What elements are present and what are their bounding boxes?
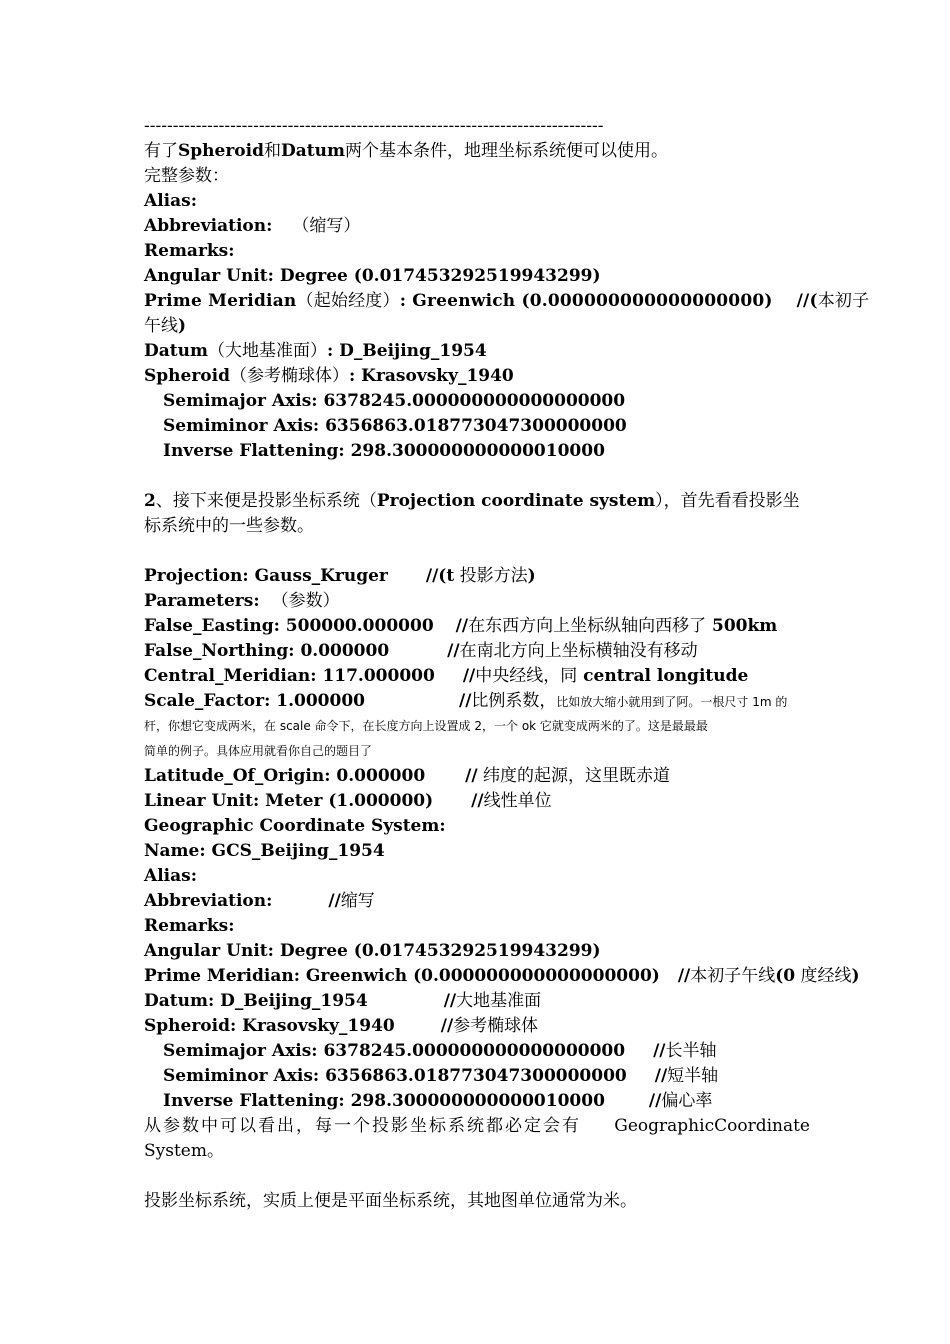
conclusion-term: GeographicCoordinate (614, 1116, 810, 1136)
datum-value: : D_Beijing_1954 (326, 341, 487, 361)
abbreviation-note: （缩写） (292, 216, 361, 236)
gcs-semiminor (144, 414, 810, 439)
comment-marker: // (458, 691, 472, 711)
degree-value: (0 (775, 966, 796, 986)
abbreviation-label: Abbreviation: (144, 216, 273, 236)
gcs-inverse-flattening (144, 439, 810, 464)
alias-label: Alias: (144, 191, 197, 211)
scale-factor-comment: 比例系数， (471, 691, 557, 711)
prime-meridian-comment: 本初子午线 (690, 966, 776, 986)
comment-marker: // (443, 991, 457, 1011)
comment-close: ) (527, 566, 536, 586)
gcs-prime-meridian-cont (144, 314, 810, 339)
false-northing-comment: 在南北方向上坐标横轴没有移动 (459, 641, 698, 661)
abbreviation-label: Abbreviation: (144, 891, 273, 911)
latitude-origin-text: Latitude_Of_Origin: 0.000000 (144, 766, 426, 786)
pcs-linear-unit (144, 789, 810, 814)
gcs-abbreviation (144, 214, 810, 239)
gcs-name-text: Name: GCS_Beijing_1954 (144, 841, 385, 861)
gcs-angular-unit (144, 264, 810, 289)
prime-meridian-comment-cont: 午线 (144, 316, 178, 336)
scale-factor-note: 比如放大缩小就用到了阿。一根尺寸 1m 的 (556, 695, 788, 709)
false-easting-comment: 在东西方向上坐标纵轴向西移了 (468, 616, 707, 636)
spheroid-cn: （参考椭球体） (229, 366, 349, 386)
semimajor-text: Semimajor Axis: 6378245.000000000000000000 (163, 1041, 626, 1061)
pcs-abbreviation (144, 889, 810, 914)
spacer (144, 464, 810, 489)
pcs-inverse-flattening (144, 1089, 810, 1114)
parameters-label: Parameters: (144, 591, 260, 611)
projection-text: Projection: Gauss_Kruger (144, 566, 388, 586)
section2-line2: 标系统中的一些参数。 (144, 516, 314, 536)
spheroid-label: Spheroid (144, 366, 230, 386)
gcs-spheroid (144, 364, 810, 389)
projection-comment: 投影方法 (454, 566, 528, 586)
gcs-prime-meridian (144, 289, 870, 314)
pcs-remarks (144, 914, 810, 939)
comment-marker: // (462, 666, 476, 686)
linear-unit-comment: 线性单位 (483, 791, 552, 811)
pcs-spheroid (144, 1014, 810, 1039)
pcs-gcs-header (144, 814, 810, 839)
pcs-false-northing (144, 639, 810, 664)
comment-close: ) (178, 316, 187, 336)
inverse-flattening-comment: 偏心率 (661, 1091, 713, 1111)
prime-meridian-cn: （起始经度） (296, 291, 400, 311)
pcs-semiminor (144, 1064, 810, 1089)
pcs-alias (144, 864, 810, 889)
datum-cn: （大地基准面） (207, 341, 327, 361)
datum-text: Datum: D_Beijing_1954 (144, 991, 368, 1011)
section2-text: 、接下来便是投影坐标系统（ (155, 491, 377, 511)
conclusion-line1 (144, 1114, 810, 1139)
central-meridian-text: Central_Meridian: 117.000000 (144, 666, 435, 686)
intro-line (144, 139, 810, 164)
comment-marker: // (471, 791, 484, 811)
spacer (144, 539, 810, 564)
intro-text: 和 (263, 141, 281, 161)
comment-marker: // (447, 641, 460, 661)
linear-unit-text: Linear Unit: Meter (1.000000) (144, 791, 434, 811)
pcs-latitude-origin (144, 764, 810, 789)
comment-marker: // (328, 891, 341, 911)
inverse-flattening-text: Inverse Flattening: 298.300000000000010000 (163, 1091, 605, 1111)
pcs-scale-factor (144, 689, 810, 714)
false-easting-unit: 500km (706, 616, 778, 636)
conclusion-text: 从参数中可以看出，每一个投影坐标系统都必定会有 (144, 1116, 581, 1136)
gcs-datum (144, 339, 810, 364)
gcs-semimajor (144, 389, 810, 414)
pcs-angular-unit (144, 939, 810, 964)
pcs-parameters (144, 589, 810, 614)
degree-label: 度经线 (795, 966, 852, 986)
comment-marker: // (440, 1016, 454, 1036)
intro-text: 有了 (144, 141, 178, 161)
prime-meridian-comment: 本初子 (817, 291, 870, 311)
scale-factor-text: Scale_Factor: 1.000000 (144, 691, 365, 711)
semiminor-comment: 短半轴 (667, 1066, 719, 1086)
spacer (144, 1164, 810, 1189)
semimajor-comment: 长半轴 (665, 1041, 717, 1061)
pcs-scale-note-3: 简单的例子。具体应用就看你自己的题目了 (144, 744, 373, 758)
datum-comment: 大地基准面 (456, 991, 542, 1011)
gcs-header-text: Geographic Coordinate System: (144, 816, 446, 836)
alias-label: Alias: (144, 866, 197, 886)
spheroid-value: : Krasovsky_1940 (348, 366, 514, 386)
semiminor-text: Semiminor Axis: 6356863.018773047300000000 (163, 1066, 627, 1086)
semimajor-text: Semimajor Axis: 6378245.000000000000000000 (163, 391, 626, 411)
comment-marker: // (648, 1091, 662, 1111)
inverse-flattening-text: Inverse Flattening: 298.300000000000010000 (163, 441, 605, 461)
spheroid-text: Spheroid: Krasovsky_1940 (144, 1016, 395, 1036)
prime-meridian-value: : Greenwich (0.000000000000000000) (399, 291, 773, 311)
separator-line: -------------------------------------------------------------------------------- (144, 116, 604, 136)
spheroid-comment: 参考椭球体 (453, 1016, 539, 1036)
prime-meridian-label: Prime Meridian (144, 291, 297, 311)
comment-marker: //( (796, 291, 818, 311)
comment-marker: // (653, 1041, 666, 1061)
intro-text: 两个基本条件，地理坐标系统便可以使用。 (344, 141, 668, 161)
prime-meridian-text: Prime Meridian: Greenwich (0.000000000000000000) (144, 966, 660, 986)
remarks-label: Remarks: (144, 916, 235, 936)
section2-term: Projection coordinate system (376, 491, 656, 511)
comment-marker: // (455, 616, 469, 636)
comment-marker: //(t (425, 566, 455, 586)
conclusion-final: 投影坐标系统，实质上便是平面坐标系统，其地图单位通常为米。 (144, 1191, 637, 1211)
comment-close: ) (851, 966, 860, 986)
angular-unit-text: Angular Unit: Degree (0.017453292519943299) (144, 266, 601, 286)
semiminor-text: Semiminor Axis: 6356863.018773047300000000 (163, 416, 627, 436)
pcs-semimajor (144, 1039, 810, 1064)
central-meridian-comment: 中央经线，同 (475, 666, 578, 686)
comment-marker: // (654, 1066, 668, 1086)
latitude-origin-comment: 纬度的起源，这里既赤道 (477, 766, 670, 786)
intro-term-spheroid: Spheroid (178, 141, 264, 161)
pcs-prime-meridian (144, 964, 860, 989)
pcs-projection (144, 564, 810, 589)
intro-term-datum: Datum (280, 141, 345, 161)
document-page (144, 114, 870, 1214)
gcs-alias (144, 189, 810, 214)
pcs-scale-note-2: 杆，你想它变成两米，在 scale 命令下，在长度方向上设置成 2，一个 ok 它就变成两米的了。这是最最最 (144, 719, 708, 733)
remarks-label: Remarks: (144, 241, 235, 261)
parameters-note: （参数） (271, 591, 340, 611)
datum-label: Datum (144, 341, 208, 361)
comment-marker: // (465, 766, 478, 786)
section2-text: ），首先看看投影坐 (655, 491, 800, 511)
comment-marker: // (677, 966, 691, 986)
full-params-heading: 完整参数： (144, 166, 229, 186)
false-easting-text: False_Easting: 500000.000000 (144, 616, 434, 636)
section-number: 2 (144, 491, 156, 511)
gcs-remarks (144, 239, 810, 264)
conclusion-line2: System。 (144, 1141, 224, 1161)
pcs-central-meridian (144, 664, 810, 689)
pcs-false-easting (144, 614, 810, 639)
angular-unit-text: Angular Unit: Degree (0.017453292519943299) (144, 941, 601, 961)
pcs-gcs-name (144, 839, 810, 864)
pcs-datum (144, 989, 810, 1014)
central-longitude-term: central longitude (577, 666, 749, 686)
section2-line1 (144, 489, 810, 514)
false-northing-text: False_Northing: 0.000000 (144, 641, 390, 661)
abbreviation-comment: 缩写 (340, 891, 375, 911)
